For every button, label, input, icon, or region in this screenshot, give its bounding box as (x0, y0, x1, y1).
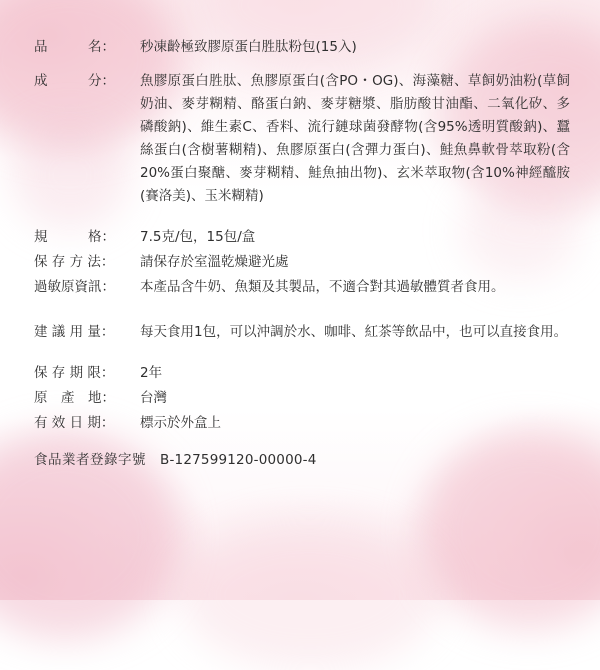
field-row-storage-method (34, 251, 570, 274)
field-label-origin: 原 產 地： (34, 390, 115, 406)
field-row-ingredients (34, 70, 570, 208)
field-row-shelf-life (34, 362, 570, 385)
field-value-storage-method: 請保存於室溫乾燥避光處 (140, 254, 289, 270)
field-label-registration-number: 食品業者登錄字號 (34, 452, 146, 468)
field-row-origin (34, 387, 570, 410)
field-value-specification: 7.5克/包，15包/盒 (140, 229, 256, 245)
field-row-registration-number (34, 449, 570, 472)
field-value-allergen-info: 本產品含牛奶、魚類及其製品，不適合對其過敏體質者食用。 (140, 279, 505, 295)
field-row-expiry-date (34, 412, 570, 435)
decorative-watercolor-blotch (180, 520, 440, 670)
field-label-suggested-dosage: 建 議 用 量： (34, 324, 115, 340)
field-value-product-name: 秒凍齡極致膠原蛋白胜肽粉包(15入) (140, 39, 357, 55)
field-row-product-name (34, 36, 570, 59)
field-label-allergen-info: 過敏原資訊： (34, 279, 115, 295)
field-value-origin: 台灣 (140, 390, 167, 406)
field-value-shelf-life: 2年 (140, 365, 163, 381)
field-row-specification (34, 226, 570, 249)
field-label-ingredients: 成 分： (34, 73, 115, 89)
field-value-registration-number: B-127599120-00000-4 (160, 452, 317, 468)
field-label-shelf-life: 保 存 期 限： (34, 365, 115, 381)
field-value-expiry-date: 標示於外盒上 (140, 415, 221, 431)
field-label-specification: 規 格： (34, 229, 115, 245)
field-label-expiry-date: 有 效 日 期： (34, 415, 115, 431)
field-label-storage-method: 保 存 方 法： (34, 254, 115, 270)
field-row-suggested-dosage (34, 321, 570, 344)
field-value-ingredients: 魚膠原蛋白胜肽、魚膠原蛋白(含PO・OG)、海藻糖、草飼奶油粉(草飼奶油、麥芽糊精、酪蛋白鈉、麥芽糖漿、脂肪酸甘油酯、二氧化矽、多磷酸鈉)、維生素C、香料、流行鏈球菌發酵物(含95%透明質酸鈉)、蠶絲蛋白(含樹薯糊精)、魚膠原蛋白(含彈力蛋白)、鮭魚鼻軟骨萃取粉(含20%蛋白聚醣、麥芽糊精、鮭魚抽出物)、玄米萃取物(含10%神經醯胺(賽洛美)、玉米糊精) (140, 73, 570, 204)
spacer (34, 61, 570, 70)
field-label-product-name: 品 名： (34, 39, 115, 55)
spacer (34, 210, 570, 226)
spacer (34, 301, 570, 321)
field-row-allergen-info (34, 276, 570, 299)
field-value-suggested-dosage: 每天食用1包，可以沖調於水、咖啡、紅茶等飲品中，也可以直接食用。 (140, 324, 568, 340)
spacer (34, 346, 570, 362)
